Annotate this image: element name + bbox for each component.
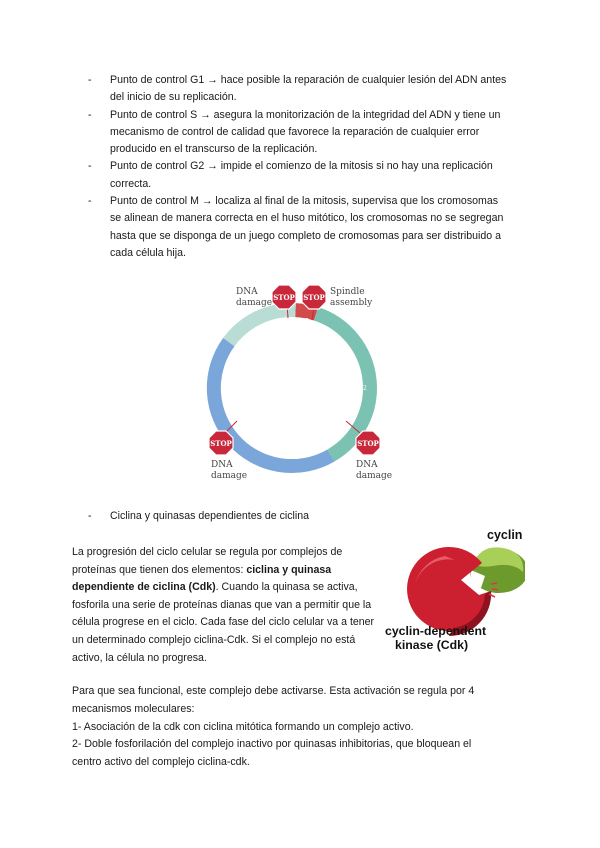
- phase-m-label: M: [299, 318, 309, 328]
- cyclin-heading-text: Ciclina y quinasas dependientes de ciclina: [110, 510, 310, 522]
- svg-text:STOP: STOP: [303, 293, 325, 302]
- paragraph-line: Para que sea funcional, este complejo debe activarse. Esta activación se regula por 4: [72, 685, 475, 697]
- cyclin-label: cyclin: [487, 528, 523, 542]
- paragraph-text: La progresión del ciclo celular se regula por complejos de proteínas que tienen dos elementos:: [72, 546, 343, 576]
- paragraph-line: mecanismos moleculares:: [72, 702, 195, 715]
- label-spindle-assembly: Spindle: [330, 287, 365, 297]
- label-dna-damage-left: DNA: [211, 460, 233, 470]
- checkpoint-line: mecanismo de control de calidad que favorece la reparación de cualquier error: [110, 125, 480, 138]
- stop-sign-dna-left: [209, 431, 233, 455]
- paragraph-text: . Cuando la quinasa se activa, fosforila una serie de proteínas dianas que van a permitir que la célula progrese en el ciclo. Cada fase del ciclo celular va a tener un determinado complejo ciclina-Cdk. Si el complejo no está activo, la célula no progresa.: [72, 581, 375, 664]
- cdk-label: kinase (Cdk): [395, 638, 469, 652]
- bullet-dash: -: [88, 108, 92, 121]
- cyclin-shape: [470, 547, 525, 593]
- paragraph-line: 2- Doble fosforilación del complejo inactivo por quinasas inhibitorias, que bloquean el: [72, 738, 472, 751]
- svg-text:STOP: STOP: [210, 439, 232, 448]
- cyclin-heading: [88, 510, 309, 522]
- label-dna-damage-top: damage: [236, 298, 273, 308]
- checkpoint-line: hasta que se disponga de un juego completo de cromosomas para ser distribuido a: [110, 229, 502, 242]
- checkpoint-line: Punto de control M → localiza al final de la mitosis, supervisa que los cromosomas: [110, 195, 499, 208]
- bullet-dash: -: [88, 74, 92, 86]
- checkpoint-line: Punto de control G2 → impide el comienzo de la mitosis si no hay una replicación: [110, 160, 493, 173]
- paragraph-line: 1- Asociación de la cdk con ciclina mitótica formando un complejo activo.: [72, 720, 414, 733]
- paragraph-progression: [72, 544, 382, 667]
- cdk-shape: [407, 547, 491, 636]
- cdk-label: cyclin-dependent: [385, 624, 487, 638]
- cyclin-cdk-figure: [385, 524, 525, 664]
- phase-g1-label: $G_1$: [254, 330, 266, 342]
- bullet-dash: -: [88, 160, 92, 173]
- checkpoint-line: correcta.: [110, 177, 152, 190]
- stop-sign-spindle: [302, 285, 326, 309]
- checkpoint-line: Punto de control S → asegura la monitorización de la integridad del ADN y tiene un: [110, 108, 501, 121]
- paragraph-activation: [72, 683, 532, 772]
- checkpoint-line: Punto de control G1 → hace posible la reparación de cualquier lesión del ADN antes: [110, 74, 507, 86]
- label-dna-damage-top: DNA: [236, 287, 258, 297]
- label-dna-damage-right: DNA: [356, 460, 378, 470]
- svg-text:STOP: STOP: [273, 293, 295, 302]
- checkpoint-line: del inicio de su replicación.: [110, 91, 237, 104]
- phase-s-label: S: [244, 426, 251, 436]
- checkpoint-line: se alinean de manera correcta en el huso mitótico, los cromosomas no se segregan: [110, 212, 504, 225]
- paragraph-bold: ciclina y quinasa dependiente de ciclina (Cdk): [72, 563, 332, 594]
- checkpoint-line: producido en el transcurso de la replicación.: [110, 143, 318, 156]
- bullet-dash: -: [88, 195, 92, 208]
- label-dna-damage-left: damage: [211, 471, 248, 481]
- checkpoint-line: cada célula hija.: [110, 246, 186, 259]
- label-dna-damage-right: damage: [356, 471, 393, 481]
- stop-sign-dna-right: [356, 431, 380, 455]
- paragraph-line: centro activo del complejo ciclina-cdk.: [72, 756, 250, 769]
- stop-sign-dna-top: [272, 285, 296, 309]
- label-spindle-assembly: assembly: [330, 298, 373, 308]
- svg-text:STOP: STOP: [357, 439, 379, 448]
- phase-g2-label: $G_2$: [355, 380, 367, 392]
- bullet-dash: -: [88, 510, 92, 522]
